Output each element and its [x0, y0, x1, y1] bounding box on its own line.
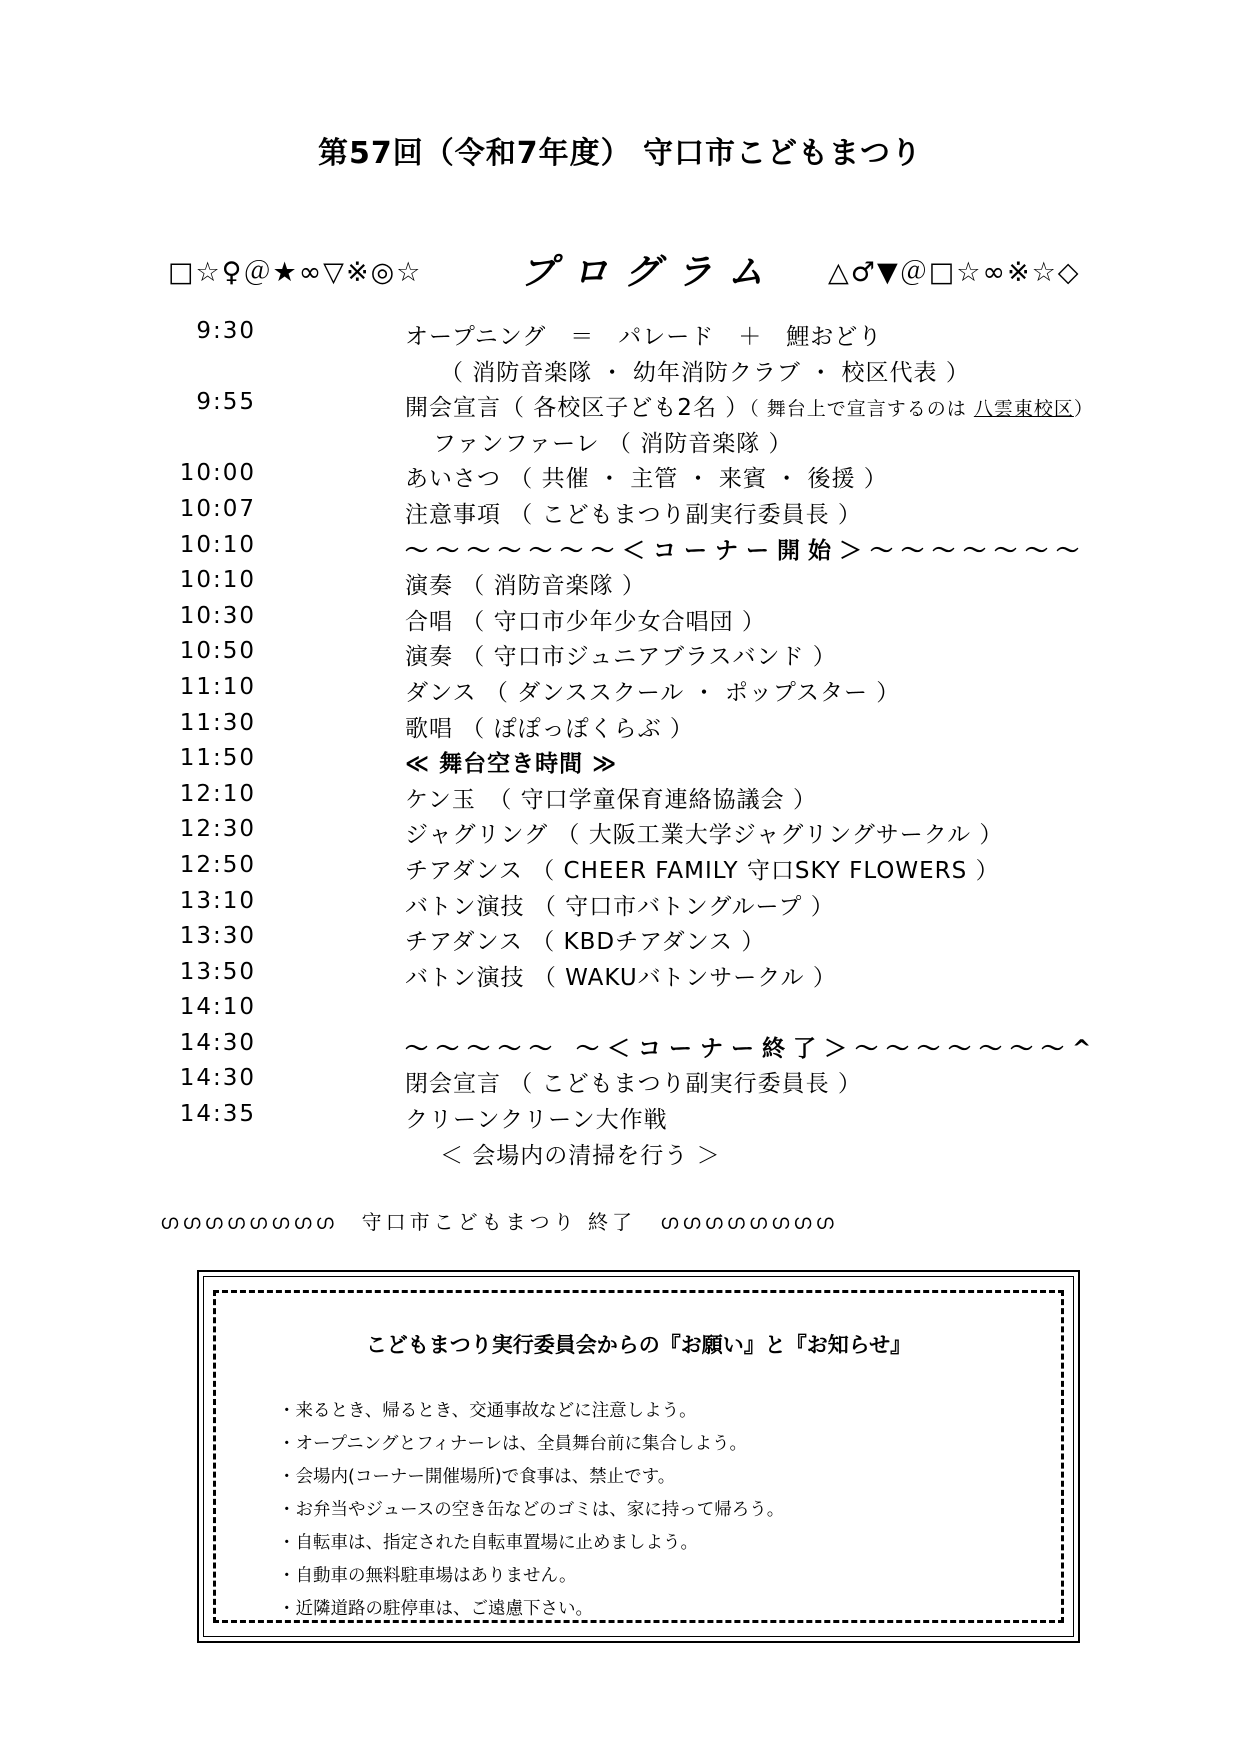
schedule-event-detail: ファンファーレ （ 消防音楽隊 ） [433, 430, 793, 457]
schedule-event: クリーンクリーン大作戦 [405, 1107, 668, 1134]
schedule-time: 10:00 [179, 460, 256, 487]
schedule-row [0, 852, 1240, 888]
notice-item: ・会場内(コーナー開催場所)で食事は、禁止です。 [278, 1467, 676, 1487]
schedule-row [0, 816, 1240, 852]
schedule-row [0, 710, 1240, 746]
schedule-row [0, 923, 1240, 959]
schedule-list [0, 318, 1240, 1172]
schedule-time: 12:10 [179, 780, 256, 807]
schedule-row [0, 638, 1240, 674]
schedule-row [0, 674, 1240, 710]
corner-end-banner: ～～～～～ ～＜コーナー終了＞～～～～～～～^ [405, 1035, 1100, 1062]
schedule-row [0, 888, 1240, 924]
decorative-symbols-left: □☆♀＠★∞▽※◎☆ [168, 257, 423, 288]
notice-item: ・自動車の無料駐車場はありません。 [278, 1566, 577, 1586]
schedule-time: 14:30 [179, 1065, 256, 1092]
schedule-row [0, 781, 1240, 817]
notice-dashed-frame [213, 1290, 1064, 1623]
schedule-time: 11:30 [179, 709, 256, 736]
schedule-time: 11:10 [179, 673, 256, 700]
schedule-row [0, 460, 1240, 496]
schedule-time: 10:10 [179, 567, 256, 594]
schedule-event-detail: （ 消防音楽隊 ・ 幼年消防クラブ ・ 校区代表 ） [440, 359, 970, 386]
schedule-row [0, 959, 1240, 995]
schedule-time: 10:07 [179, 495, 256, 522]
schedule-event: 注意事項 （ こどもまつり副実行委員長 ） [405, 501, 862, 528]
schedule-time: 13:50 [179, 958, 256, 985]
program-header [160, 246, 1140, 296]
schedule-row [0, 425, 1240, 461]
schedule-row [0, 1101, 1240, 1137]
program-heading: プログラム [520, 252, 780, 293]
schedule-time: 11:50 [179, 745, 256, 772]
schedule-event: 合唱 （ 守口市少年少女合唱団 ） [405, 608, 766, 635]
schedule-time: 9:55 [196, 389, 256, 416]
schedule-event: あいさつ （ 共催 ・ 主管 ・ 来賓 ・ 後援 ） [405, 466, 888, 493]
decorative-symbols-right: △♂▼＠□☆∞※☆◇ [828, 257, 1081, 288]
notice-list [278, 1395, 784, 1626]
schedule-row [0, 354, 1240, 390]
schedule-event-note: （ 舞台上で宣言するのは [749, 398, 974, 421]
schedule-row [0, 532, 1240, 568]
schedule-event [405, 389, 1094, 422]
schedule-time: 12:30 [179, 816, 256, 843]
stage-break-label: ≪ 舞台空き時間 ≫ [405, 751, 618, 778]
schedule-row [0, 1137, 1240, 1173]
schedule-row [0, 496, 1240, 532]
schedule-event: 歌唱 （ ぽぽっぽくらぶ ） [405, 715, 694, 742]
notice-title: こどもまつり実行委員会からの『お願い』と『お知らせ』 [365, 1333, 912, 1357]
schedule-row [0, 1030, 1240, 1066]
schedule-time: 14:30 [179, 1029, 256, 1056]
schedule-event-note-district: 八雲東校区 [973, 398, 1074, 421]
festival-end-line: ഗഗഗഗഗഗഗഗ 守口市こどもまつり 終了 ഗഗഗഗഗഗഗഗ [160, 1210, 838, 1234]
schedule-row [0, 389, 1240, 425]
notice-item: ・来るとき、帰るとき、交通事故などに注意しよう。 [278, 1401, 697, 1421]
schedule-event: ジャグリング （ 大阪工業大学ジャグリングサークル ） [405, 822, 1004, 849]
schedule-row [0, 318, 1240, 354]
schedule-row [0, 1065, 1240, 1101]
schedule-time: 10:50 [179, 638, 256, 665]
schedule-time: 12:50 [179, 851, 256, 878]
schedule-event: ダンス （ ダンススクール ・ ポップスター ） [405, 679, 901, 706]
schedule-event-note-end: ） [1073, 398, 1094, 421]
notice-box [197, 1270, 1080, 1643]
schedule-time: 10:10 [179, 531, 256, 558]
schedule-time: 10:30 [179, 602, 256, 629]
schedule-event: 閉会宣言 （ こどもまつり副実行委員長 ） [405, 1071, 862, 1098]
schedule-row [0, 603, 1240, 639]
page-title: 第57回（令和7年度） 守口市こどもまつり [317, 136, 923, 171]
schedule-event-detail: ＜ 会場内の清掃を行う ＞ [440, 1142, 721, 1169]
notice-item: ・自転車は、指定された自転車置場に止めましよう。 [278, 1533, 698, 1553]
schedule-time: 13:30 [179, 923, 256, 950]
notice-item: ・お弁当やジュースの空き缶などのゴミは、家に持って帰ろう。 [278, 1500, 785, 1520]
schedule-row [0, 567, 1240, 603]
schedule-event: バトン演技 （ WAKUバトンサークル ） [405, 964, 837, 991]
schedule-time: 9:30 [196, 318, 256, 344]
schedule-time: 14:35 [179, 1101, 256, 1128]
schedule-row [0, 994, 1240, 1030]
schedule-event: バトン演技 （ 守口市バトングループ ） [405, 893, 835, 920]
schedule-event: ケン玉 （ 守口学童保育連絡協議会 ） [405, 786, 817, 813]
schedule-event-text: 開会宣言（ 各校区子ども2名 ） [405, 395, 750, 422]
corner-start-banner: ～～～～～～～＜コーナー開始＞～～～～～～～ [405, 537, 1087, 564]
notice-item: ・オープニングとフィナーレは、全員舞台前に集合しよう。 [278, 1434, 747, 1454]
schedule-time: 14:10 [179, 994, 256, 1021]
schedule-event: 演奏 （ 消防音楽隊 ） [405, 573, 646, 600]
schedule-event: チアダンス （ CHEER FAMILY 守口SKY FLOWERS ） [405, 857, 1000, 884]
schedule-event: オープニング ＝ パレード ＋ 鯉おどり [405, 324, 883, 350]
notice-item: ・近隣道路の駐停車は、ご遠慮下さい。 [278, 1599, 593, 1619]
schedule-event: チアダンス （ KBDチアダンス ） [405, 929, 766, 956]
schedule-event: 演奏 （ 守口市ジュニアブラスバンド ） [405, 644, 837, 671]
schedule-row [0, 745, 1240, 781]
schedule-time: 13:10 [179, 887, 256, 914]
